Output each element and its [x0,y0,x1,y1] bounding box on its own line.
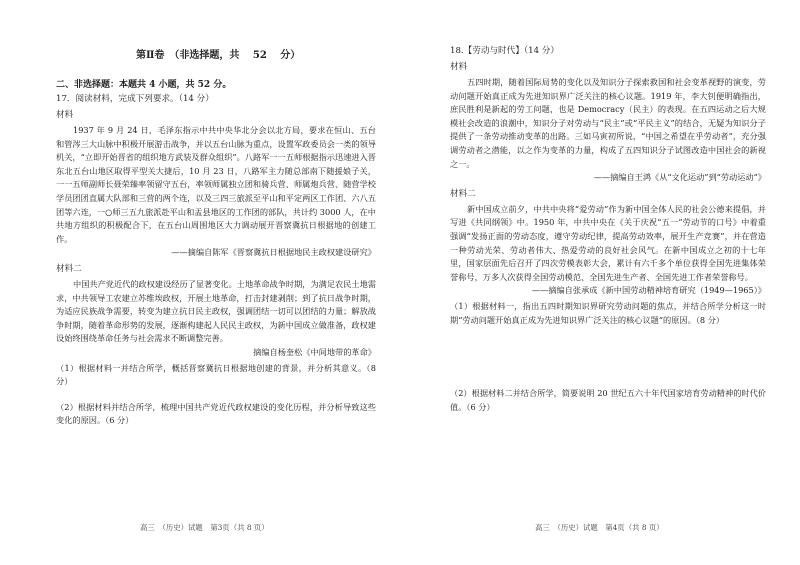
q18-material-2-label: 材料二 [450,188,476,199]
q18-material-1-label: 材料 [450,62,468,72]
right-page [400,0,800,565]
question-17-part-1: （1）根据材料一并结合所学，概括晋察冀抗日根据地创建的背景，并分析其意义。（8 分） [56,362,376,387]
q17-material-1-label: 材料 [56,110,74,120]
q17-material-2-text: 中国共产党近代的政权建设经历了显著变化。土地革命战争时期，为满足农民土地需求，中共领导工农建立苏维埃政权，开展土地革命，打击封建剥削；到了抗日战争时期，为适应民族战争需要，转变为建立抗日民主政权，强调团结一切可以团结的力量；解放战争时期，随着革命形势的发展，逐渐构建起人民民主政权，为新中国成立做准备，政权建设始终围绕革命任务与社会需求不断调整完善。 [56,278,376,344]
section-title: 第Ⅱ卷 （非选择题，共 52 分） [136,50,301,61]
q17-material-2-source: 摘编自杨奎松《中间地带的革命》 [253,346,376,357]
page-footer-right: 高三 （历史）试题 第4页（共 8 页） [535,523,664,532]
q18-material-2-text: 新中国成立前夕，中共中央将“爱劳动”作为新中国全体人民的社会公德来提倡，并写进《共同纲领》中。1950 年，中共中央在《关于庆祝“五一”劳动节的口号》中着重强调“发扬正面的劳动态度，遵守劳动纪律，提高劳动效率，展开生产竞赛”，并在营造一种劳动光荣、劳动者伟大、热爱劳动的良好社会风气。在新中国成立之初的十七年里，国家层面先后召开了四次劳模表彰大会，累计有六千多个单位获得全国先进集体荣誉称号，万多人次获得全国劳动模范、全国先进生产者、全国先进工作者荣誉称号。 [450,203,766,282]
question-17-part-2: （2）根据材料并结合所学，梳理中国共产党近代政权建设的变化历程，并分析导致这些变化的原因。（6 分） [56,401,376,426]
q17-material-1-source: ——摘编自陈军《晋察冀抗日根据地民主政权建设研究》 [171,247,376,258]
q17-material-1-text: 1937 年 9 月 24 日，毛泽东指示中共中央华北分会以北方局，要求在恒山、五台和管涔三大山脉中积极开展游击战争，并以五台山脉为重点，设置军政委员会一类的领导机关，“立即开始晋省的组织地方武装及群众组织”。八路军一一五师根据指示迅速进入晋东北五台山地区取得平型关大捷后，10 月 23 日，八路军主力随总部南下随援娘子关，一一五师副师长聂荣臻率领留守五台，率领师属独立团和骑兵营、师属炮兵营、随营学校学员团团直属大队部和三营的两个连，以及三四三旅派至平山和平定两区工作团、六八五团等六连，一○师三五九旅派赴平山和盂县地区的工作团的部队，共计约 3000 人，在中共地方组织的积极配合下，在五台山周围地区大力调动展开晋察冀抗日根据地的创建工作。 [56,125,376,244]
q17-material-2-label: 材料二 [56,263,82,274]
question-17-intro: 17．阅读材料，完成下列要求。（14 分） [56,94,214,104]
question-18-part-2: （2）根据材料二并结合所学，简要说明 20 世纪五六十年代国家培育劳动精神的时代价值。（6 分） [450,388,766,412]
page-footer-left: 高三 （历史）试题 第3页（共 8 页） [140,523,269,532]
part-heading: 二、非选择题：本题共 4 小题，共 52 分。 [56,80,232,90]
q18-material-1-source: ——摘编自王鸿《从“文化运动”到“劳动运动”》 [593,172,766,183]
question-18-part-1: （1）根据材料一，指出五四时期知识界研究劳动问题的焦点，并结合所学分析这一时期“劳动问题开始真正成为先进知识界广泛关注的核心议题”的原因。（8 分） [450,300,766,325]
q18-material-2-source: ——摘编自张承成《新中国劳动精神培育研究（1949—1965）》 [531,285,766,296]
question-18-intro: 18.【劳动与时代】（14 分） [450,46,559,56]
q18-material-1-text: 五四时期，随着国际局势的变化以及知识分子探索救国和社会变革视野的演变，劳动问题开始真正成为先进知识界广泛关注的核心议题。1919 年，李大钊便明确指出，庶民胜利是新起的劳工问题，也是 Democracy（民主）的表现。在五四运动之后大规模社会改造的浪潮中，知识分子对劳动与“民主”或“平民主义”的结合，无疑为知识分子提供了一条劳动推动变革的出路。三如马寅初所说，“中国之希望在乎劳动者”，充分强调劳动者之潜能，以之作为变革的力量，构成了五四知识分子试图改造中国社会的新视之一。 [450,77,766,169]
